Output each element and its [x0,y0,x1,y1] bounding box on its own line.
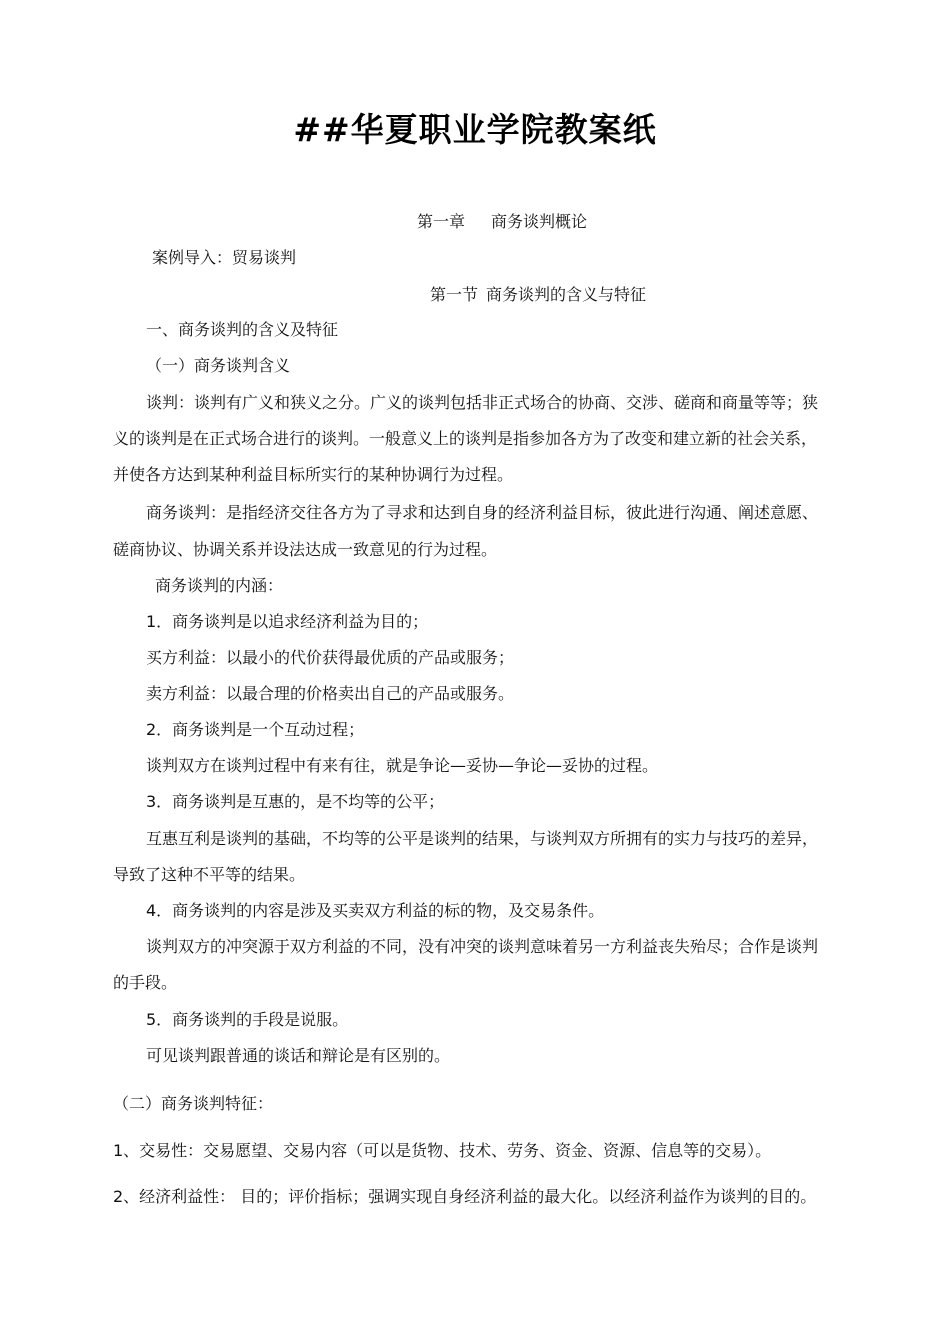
subheading-meaning: （一）商务谈判含义 [146,356,291,375]
paragraph-line: 可见谈判跟普通的谈话和辩论是有区别的。 [146,1046,451,1065]
paragraph-line: 的手段。 [113,973,178,992]
list-item: 4．商务谈判的内容是涉及买卖双方利益的标的物，及交易条件。 [146,901,605,920]
feature-item: 1、交易性：交易愿望、交易内容（可以是货物、技术、劳务、资金、资源、信息等的交易）。 [113,1141,772,1160]
chapter-heading [417,212,587,232]
paragraph-line: 商务谈判：是指经济交往各方为了寻求和达到自身的经济利益目标，彼此进行沟通、阐述意愿、 [146,503,819,522]
list-item: 3．商务谈判是互惠的，是不均等的公平； [146,792,445,811]
paragraph-line: 义的谈判是在正式场合进行的谈判。一般意义上的谈判是指参加各方为了改变和建立新的社会关系， [113,429,818,448]
list-item: 2．商务谈判是一个互动过程； [146,720,365,739]
section-number: 第一节 [430,285,479,304]
paragraph-line: 谈判双方的冲突源于双方利益的不同，没有冲突的谈判意味着另一方利益丧失殆尽；合作是谈判 [146,937,819,956]
section-name: 商务谈判的含义与特征 [486,285,647,304]
heading-meaning-and-features: 一、商务谈判的含义及特征 [146,320,339,339]
chapter-number: 第一章 [417,212,466,231]
document-title: ##华夏职业学院教案纸 [293,110,657,149]
list-item: 5．商务谈判的手段是说服。 [146,1010,349,1029]
case-intro: 案例导入：贸易谈判 [152,248,297,267]
paragraph-line: 磋商协议、协调关系并设法达成一致意见的行为过程。 [113,540,498,559]
paragraph-line: 买方利益：以最小的代价获得最优质的产品或服务； [146,648,515,667]
paragraph-line: 并使各方达到某种利益目标所实行的某种协调行为过程。 [113,465,514,484]
connotation-heading: 商务谈判的内涵： [155,576,284,595]
chapter-name: 商务谈判概论 [491,212,588,231]
paragraph-line: 卖方利益：以最合理的价格卖出自己的产品或服务。 [146,684,515,703]
section-heading [430,285,646,305]
paragraph-line: 谈判：谈判有广义和狭义之分。广义的谈判包括非正式场合的协商、交涉、磋商和商量等等；狭 [146,393,819,412]
paragraph-line: 谈判双方在谈判过程中有来有往，就是争论—妥协—争论—妥协的过程。 [146,756,659,775]
feature-item: 2、经济利益性： 目的；评价指标；强调实现自身经济利益的最大化。以经济利益作为谈判的目的。 [113,1187,817,1206]
subheading-features: （二）商务谈判特征： [113,1094,274,1113]
list-item: 1．商务谈判是以追求经济利益为目的； [146,612,429,631]
paragraph-line: 互惠互利是谈判的基础，不均等的公平是谈判的结果，与谈判双方所拥有的实力与技巧的差异， [146,829,819,848]
paragraph-line: 导致了这种不平等的结果。 [113,865,306,884]
